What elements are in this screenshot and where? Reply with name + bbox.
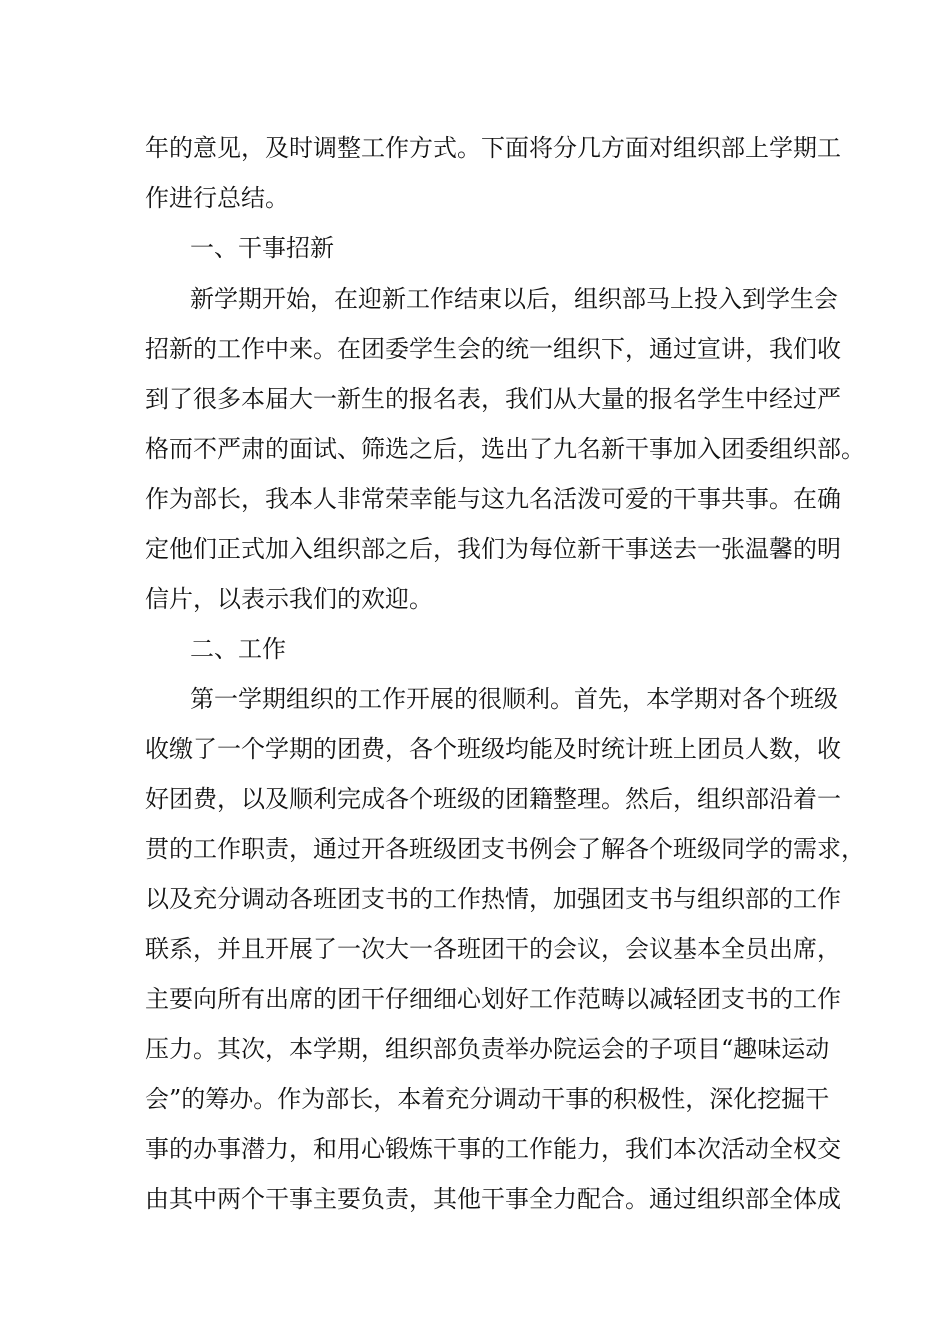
body-text-line: 收缴了一个学期的团费，各个班级均能及时统计班上团员人数，收 [145, 735, 841, 763]
body-text-line: 会”的筹办。作为部长，本着充分调动干事的积极性，深化挖掘干 [145, 1085, 830, 1113]
section-heading-work: 二、工作 [190, 635, 286, 663]
body-text-line: 作为部长，我本人非常荣幸能与这九名活泼可爱的干事共事。在确 [145, 485, 841, 513]
body-text-line: 以及充分调动各班团支书的工作热情，加强团支书与组织部的工作 [145, 885, 841, 913]
body-text-line: 主要向所有出席的团干仔细细心划好工作范畴以减轻团支书的工作 [145, 985, 841, 1013]
section-heading-recruitment: 一、干事招新 [190, 234, 334, 262]
body-text-line: 作进行总结。 [145, 184, 289, 212]
body-text-line: 年的意见，及时调整工作方式。下面将分几方面对组织部上学期工 [145, 134, 841, 162]
body-text-line: 到了很多本届大一新生的报名表，我们从大量的报名学生中经过严 [145, 385, 841, 413]
body-text-line: 格而不严肃的面试、筛选之后，选出了九名新干事加入团委组织部。 [145, 435, 865, 463]
body-text-line: 第一学期组织的工作开展的很顺利。首先，本学期对各个班级 [190, 685, 838, 713]
body-text-line: 由其中两个干事主要负责，其他干事全力配合。通过组织部全体成 [145, 1185, 841, 1213]
body-text-line: 定他们正式加入组织部之后，我们为每位新干事送去一张温馨的明 [145, 535, 841, 563]
body-text-line: 招新的工作中来。在团委学生会的统一组织下，通过宣讲，我们收 [145, 335, 841, 363]
body-text-line: 联系，并且开展了一次大一各班团干的会议，会议基本全员出席， [145, 935, 841, 963]
body-text-line: 压力。其次，本学期，组织部负责举办院运会的子项目“趣味运动 [145, 1035, 830, 1063]
body-text-line: 新学期开始，在迎新工作结束以后，组织部马上投入到学生会 [190, 285, 838, 313]
body-text-line: 好团费，以及顺利完成各个班级的团籍整理。然后，组织部沿着一 [145, 785, 841, 813]
body-text-line: 贯的工作职责，通过开各班级团支书例会了解各个班级同学的需求， [145, 835, 865, 863]
body-text-line: 事的办事潜力，和用心锻炼干事的工作能力，我们本次活动全权交 [145, 1135, 841, 1163]
body-text-line: 信片，以表示我们的欢迎。 [145, 585, 433, 613]
